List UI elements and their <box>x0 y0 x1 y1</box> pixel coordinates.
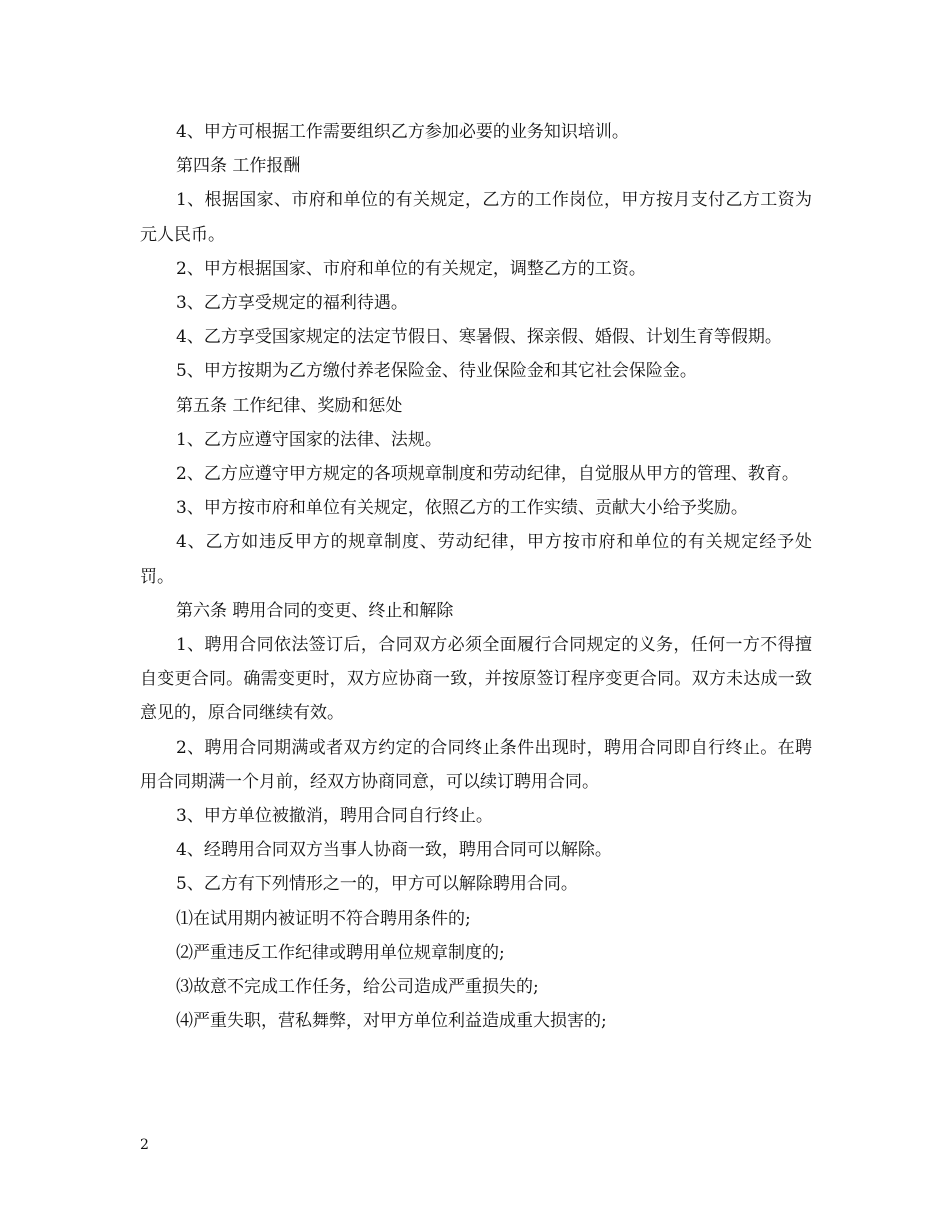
paragraph: 1、根据国家、市府和单位的有关规定，乙方的工作岗位，甲方按月支付乙方工资为 元人民币。 <box>140 190 812 245</box>
list-item: ⑴在试用期内被证明不符合聘用条件的; <box>176 908 471 929</box>
paragraph: 3、甲方单位被撤消，聘用合同自行终止。 <box>176 806 493 827</box>
list-item: ⑵严重违反工作纪律或聘用单位规章制度的; <box>176 942 505 963</box>
section-heading-4: 第四条 工作报酬 <box>176 156 301 177</box>
section-heading-5: 第五条 工作纪律、奖励和惩处 <box>176 395 403 416</box>
section-heading-6: 第六条 聘用合同的变更、终止和解除 <box>176 600 454 621</box>
paragraph: 4、乙方享受国家规定的法定节假日、寒暑假、探亲假、婚假、计划生育等假期。 <box>176 327 782 348</box>
paragraph: 5、乙方有下列情形之一的，甲方可以解除聘用合同。 <box>176 874 578 895</box>
paragraph: 5、甲方按期为乙方缴付养老保险金、待业保险金和其它社会保险金。 <box>176 361 697 382</box>
paragraph: 3、乙方享受规定的福利待遇。 <box>176 293 408 314</box>
paragraph: 4、甲方可根据工作需要组织乙方参加必要的业务知识培训。 <box>176 122 629 142</box>
paragraph: 3、甲方按市府和单位有关规定，依照乙方的工作实绩、贡献大小给予奖励。 <box>176 498 748 519</box>
paragraph: 2、聘用合同期满或者双方约定的合同终止条件出现时，聘用合同即自行终止。在聘用合同期满一个月前，经双方协商同意，可以续订聘用合同。 <box>140 737 812 792</box>
paragraph: 2、乙方应遵守甲方规定的各项规章制度和劳动纪律，自觉服从甲方的管理、教育。 <box>176 464 799 485</box>
paragraph: 1、聘用合同依法签订后，合同双方必须全面履行合同规定的义务，任何一方不得擅自变更合同。确需变更时，双方应协商一致，并按原签订程序变更合同。双方未达成一致意见的，原合同继续有效。 <box>140 635 812 724</box>
paragraph: 4、乙方如违反甲方的规章制度、劳动纪律，甲方按市府和单位的有关规定经予处罚。 <box>140 532 812 587</box>
paragraph: 4、经聘用合同双方当事人协商一致，聘用合同可以解除。 <box>176 840 612 861</box>
contract-body <box>140 115 812 1038</box>
paragraph: 1、乙方应遵守国家的法律、法规。 <box>176 429 442 450</box>
page-number: 2 <box>140 1137 149 1153</box>
list-item: ⑶故意不完成工作任务，给公司造成严重损失的; <box>176 977 539 998</box>
list-item: ⑷严重失职，营私舞弊，对甲方单位利益造成重大损害的; <box>176 1011 607 1032</box>
paragraph: 2、甲方根据国家、市府和单位的有关规定，调整乙方的工资。 <box>176 258 646 279</box>
